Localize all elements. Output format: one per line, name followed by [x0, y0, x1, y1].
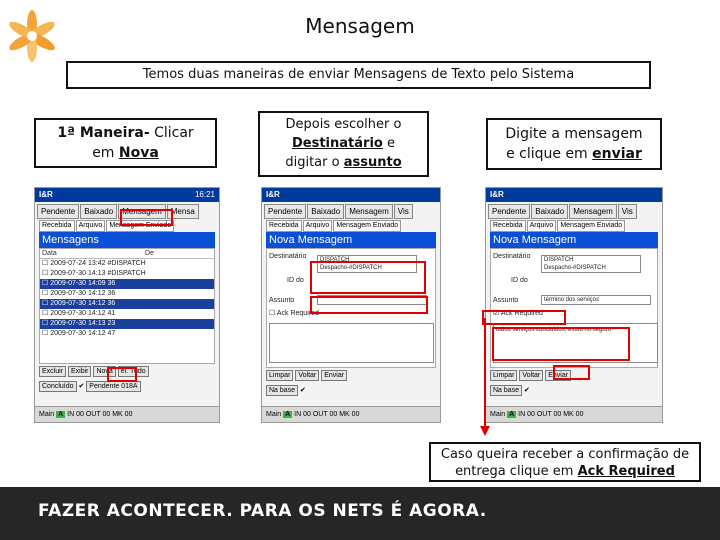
subject-label: Assunto	[493, 297, 519, 304]
app-title: I&R	[266, 190, 280, 199]
ack-required-checkbox[interactable]: Ack Required	[500, 310, 543, 317]
table-row[interactable]: ☐ 2009-07-30 14:12 36	[42, 290, 116, 297]
arrow-to-callout	[478, 318, 492, 438]
step-2-underlined-2: assunto	[343, 155, 402, 170]
highlight-mensagem-tab	[120, 209, 173, 226]
screenshot-new-message: I&R Pendente Baixado Mensagem Vis Recebida Arquivo Mensagem Enviado Nova Mensagem Destinatário DISPATCH Despacho-#DISPATCH ID do Assunto ☐ Ack Required Limpar Voltar Enviar Na base ✔ Main A IN 00 OUT 00 MK 00	[261, 187, 441, 423]
step-2-box	[258, 111, 429, 177]
step-3-pre: e clique em	[506, 146, 593, 162]
bottom-status-bar: Main A IN 00 OUT 00 MK 00	[35, 406, 219, 422]
new-message-form: Destinatário DISPATCH Despacho-#DISPATCH ID do Assunto ☐ Ack Required	[266, 248, 436, 368]
bottom-status-bar: Main A IN 00 OUT 00 MK 00	[486, 406, 662, 422]
callout-line1: Caso queira receber a confirmação de	[440, 447, 690, 462]
screen-header: Nova Mensagem	[266, 232, 436, 248]
pending-select[interactable]: Pendente 018A	[86, 381, 140, 392]
recipient-label: Destinatário	[493, 253, 531, 260]
footer-slogan: FAZER ACONTECER. PARA OS NETS É AGORA.	[38, 501, 487, 521]
table-row[interactable]: ☐ 2009-07-30 14:12 47	[42, 330, 116, 337]
subtab-arquivo[interactable]: Arquivo	[76, 220, 106, 232]
bottom-status-bar: Main A IN 00 OUT 00 MK 00	[262, 406, 440, 422]
highlight-enviar	[553, 365, 590, 380]
enviar-button[interactable]: Enviar	[321, 370, 347, 381]
screen-header: Mensagens	[39, 232, 215, 248]
limpar-button[interactable]: Limpar	[490, 370, 517, 381]
status-select[interactable]: Na base	[490, 385, 522, 396]
tab-pendente[interactable]: Pendente	[264, 204, 306, 219]
step-1-underlined: Nova	[118, 145, 159, 161]
tab-baixado[interactable]: Baixado	[80, 204, 117, 219]
status-select[interactable]: Concluído	[39, 381, 77, 392]
step-1-text: Clicar	[149, 125, 194, 141]
recipient-list[interactable]: DISPATCH Despacho-#DISPATCH	[317, 255, 417, 273]
subject-label: Assunto	[269, 297, 295, 304]
recipient-label: Destinatário	[269, 253, 307, 260]
subtab-recebida[interactable]: Recebida	[39, 220, 75, 232]
page-title: Mensagem	[305, 14, 415, 38]
voltar-button[interactable]: Voltar	[295, 370, 319, 381]
subtitle-box	[66, 61, 651, 89]
column-date: Data	[42, 250, 57, 257]
tab-mensagem[interactable]: Mensagem	[345, 204, 393, 219]
subtab-enviado[interactable]: Mensagem Enviado	[557, 220, 625, 232]
highlight-recipient	[310, 261, 426, 294]
message-table	[39, 248, 215, 364]
callout-pre: entrega clique em	[455, 464, 578, 479]
table-row[interactable]: ☐ 2009-07-30 14:13 23	[40, 319, 214, 329]
nova-button[interactable]: Nova	[93, 366, 115, 377]
step-2-line1: Depois escolher o	[285, 117, 402, 132]
highlight-body	[492, 327, 630, 361]
limpar-button[interactable]: Limpar	[266, 370, 293, 381]
step-3-underlined: enviar	[592, 146, 642, 162]
app-title: I&R	[490, 190, 504, 199]
id-label: ID do	[287, 277, 304, 284]
clock: 16:21	[194, 190, 215, 199]
tab-baixado[interactable]: Baixado	[531, 204, 568, 219]
tab-pendente[interactable]: Pendente	[488, 204, 530, 219]
subtab-enviado[interactable]: Mensagem Enviado	[106, 220, 174, 232]
screenshot-compose: I&R Pendente Baixado Mensagem Vis Recebida Arquivo Mensagem Enviado Nova Mensagem Destinatário DISPATCH Despacho-#DISPATCH ID do Assunto término dos serviços ☑ Ack Required todos serviços concluídos, estou no seguro Limpar Voltar Enviar Na base ✔ Main A IN 00 OUT 00 MK 00	[485, 187, 663, 423]
message-body[interactable]: todos serviços concluídos, estou no seguro	[493, 323, 658, 363]
new-message-form: Destinatário DISPATCH Despacho-#DISPATCH ID do Assunto término dos serviços ☑ Ack Required todos serviços concluídos, estou no seguro	[490, 248, 658, 368]
table-row[interactable]: ☐ 2009-07-24 13:42 #DISPATCH	[42, 260, 146, 267]
excluir-button[interactable]: Excluir	[39, 366, 66, 377]
screenshot-message-list: I&R 16:21 Pendente Baixado Mensagem Mensa Recebida Arquivo Mensagem Enviado Mensagens Data De ☐ 2009-07-24 13:42 #DISPATCH ☐ 2009-07-30 14:13 #DISPATCH ☐ 2009-07-30 14:09 36 ☐ 2009-07-30 14:12 36 ☐ 2009-07-30 14:12 36 ☐ 2009-07-30 14:12 41 ☐ 2009-07-30 14:13 23 ☐ 2009-07-30 14:12 47 Excluir Exibir Nova el. Tudo Concluído ✔ Pendente 018A Main A IN 00 OUT 00 MK 00	[34, 187, 220, 423]
exibir-button[interactable]: Exibir	[68, 366, 92, 377]
subject-input[interactable]: término dos serviços	[541, 295, 651, 305]
message-body[interactable]	[269, 323, 434, 363]
step-3-line1: Digite a mensagem	[505, 126, 643, 142]
tab-pendente[interactable]: Pendente	[37, 204, 79, 219]
step-1-box	[34, 118, 217, 168]
tab-mensa[interactable]: Mensa	[167, 204, 199, 219]
app-title: I&R	[39, 190, 53, 199]
step-1-bold: 1ª Maneira-	[57, 125, 150, 141]
sel-tudo-button[interactable]: el. Tudo	[118, 366, 149, 377]
subtab-enviado[interactable]: Mensagem Enviado	[333, 220, 401, 232]
subtab-arquivo[interactable]: Arquivo	[303, 220, 333, 232]
step-2-post: e	[382, 136, 395, 151]
highlight-subject	[310, 296, 428, 314]
subtab-recebida[interactable]: Recebida	[490, 220, 526, 232]
footer-bar	[0, 487, 720, 540]
id-label: ID do	[511, 277, 528, 284]
subtab-recebida[interactable]: Recebida	[266, 220, 302, 232]
table-row[interactable]: ☐ 2009-07-30 14:09 36	[40, 279, 214, 289]
ack-required-checkbox[interactable]: Ack Required	[276, 310, 319, 317]
enviar-button[interactable]: Enviar	[545, 370, 571, 381]
highlight-ack	[482, 310, 566, 325]
voltar-button[interactable]: Voltar	[519, 370, 543, 381]
tab-vis[interactable]: Vis	[618, 204, 637, 219]
table-row[interactable]: ☐ 2009-07-30 14:13 #DISPATCH	[42, 270, 146, 277]
subtab-arquivo[interactable]: Arquivo	[527, 220, 557, 232]
step-1-pre: em	[92, 145, 119, 161]
table-row[interactable]: ☐ 2009-07-30 14:12 36	[40, 299, 214, 309]
tab-baixado[interactable]: Baixado	[307, 204, 344, 219]
tab-mensagem[interactable]: Mensagem	[569, 204, 617, 219]
ack-callout	[429, 442, 701, 482]
recipient-list[interactable]: DISPATCH Despacho-#DISPATCH	[541, 255, 641, 273]
column-from: De	[145, 250, 154, 257]
table-row[interactable]: ☐ 2009-07-30 14:12 41	[42, 310, 116, 317]
step-3-box	[486, 118, 662, 170]
tab-vis[interactable]: Vis	[394, 204, 413, 219]
tab-mensagem[interactable]: Mensagem	[118, 204, 166, 219]
callout-underlined: Ack Required	[577, 464, 675, 479]
subtitle-text: Temos duas maneiras de enviar Mensagens de Texto pelo Sistema	[142, 67, 575, 82]
status-select[interactable]: Na base	[266, 385, 298, 396]
screen-header: Nova Mensagem	[490, 232, 658, 248]
step-2-pre: digitar o	[285, 155, 344, 170]
highlight-nova-button	[107, 367, 137, 382]
step-2-underlined-1: Destinatário	[292, 136, 383, 151]
